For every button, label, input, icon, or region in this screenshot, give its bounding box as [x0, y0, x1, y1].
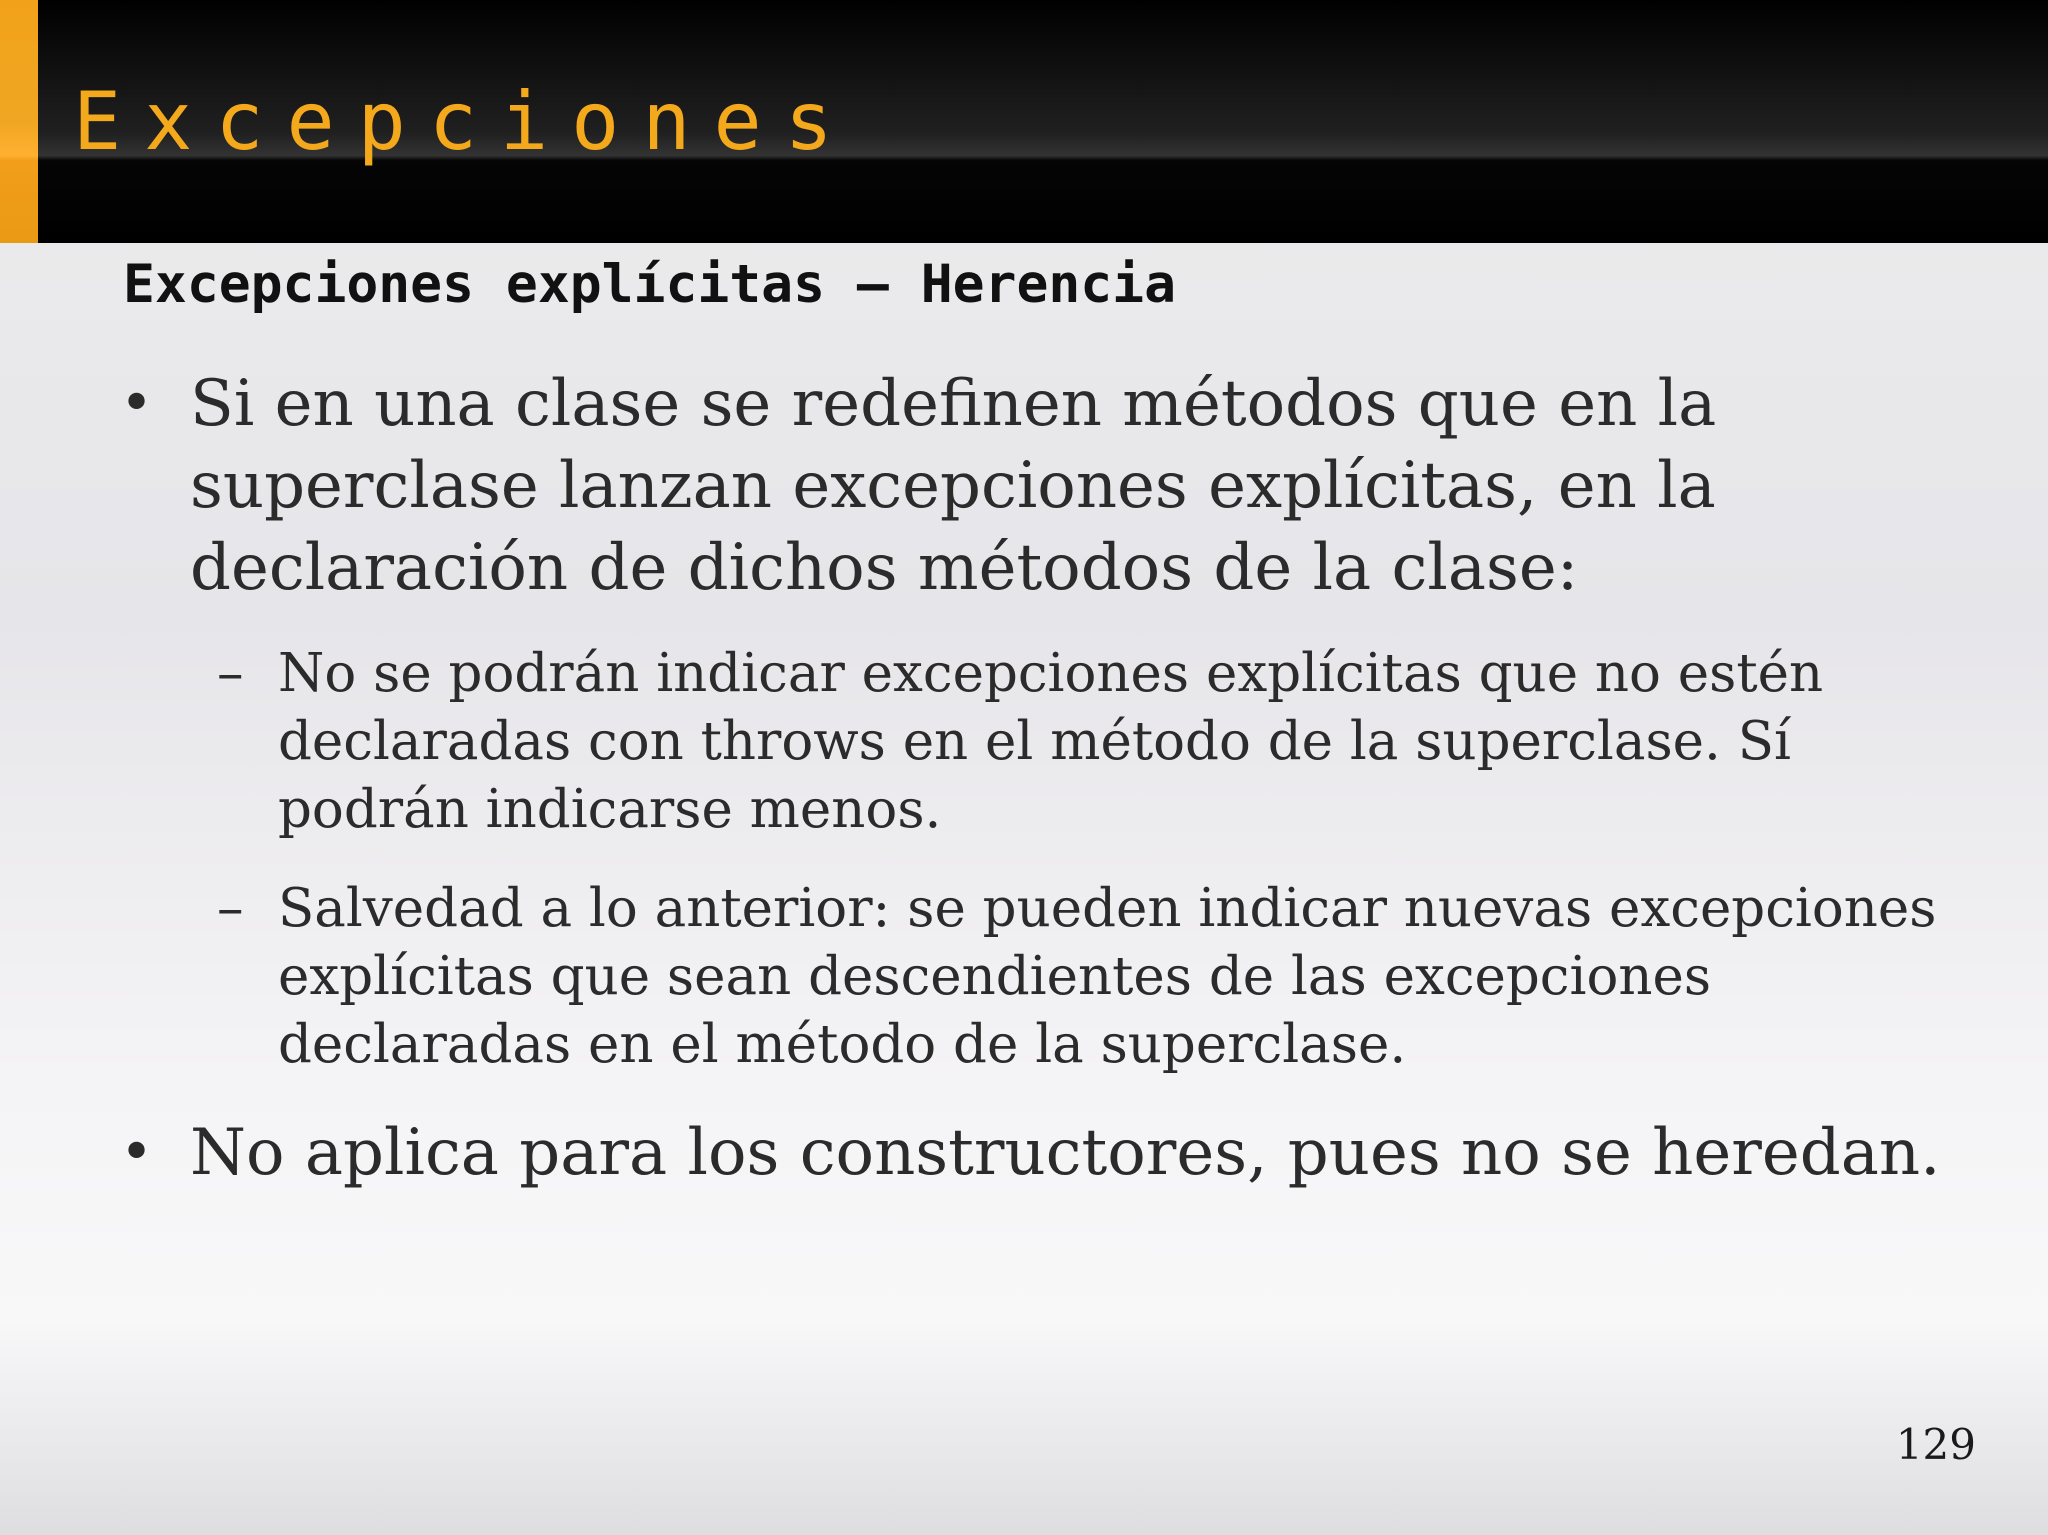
bullet-marker: •: [120, 371, 154, 436]
accent-bar: [0, 0, 38, 243]
sub-bullet-marker: –: [217, 878, 244, 939]
slide-title: Excepciones: [73, 75, 856, 168]
sub-bullet-text: No se podrán indicar excepciones explícitas que no estén declaradas con throws en el método de la superclase. Sí podrán indicarse menos.: [278, 643, 1824, 840]
bullet-marker: •: [120, 1120, 154, 1185]
sub-bullet-text: Salvedad a lo anterior: se pueden indicar nuevas excepciones explícitas que sean descendientes de las excepciones declaradas en el método de la superclase.: [278, 878, 1937, 1075]
title-bar: [0, 0, 2048, 243]
bullet-text: Si en una clase se redefinen métodos que en la superclase lanzan excepciones explícitas, en la declaración de dichos métodos de la clase:: [190, 367, 1717, 605]
page-number: 129: [1895, 1420, 1976, 1469]
bullet-text: No aplica para los constructores, pues no se heredan.: [190, 1116, 1941, 1190]
sub-bullet-marker: –: [217, 643, 244, 704]
slide-subtitle: Excepciones explícitas – Herencia: [123, 254, 1176, 315]
